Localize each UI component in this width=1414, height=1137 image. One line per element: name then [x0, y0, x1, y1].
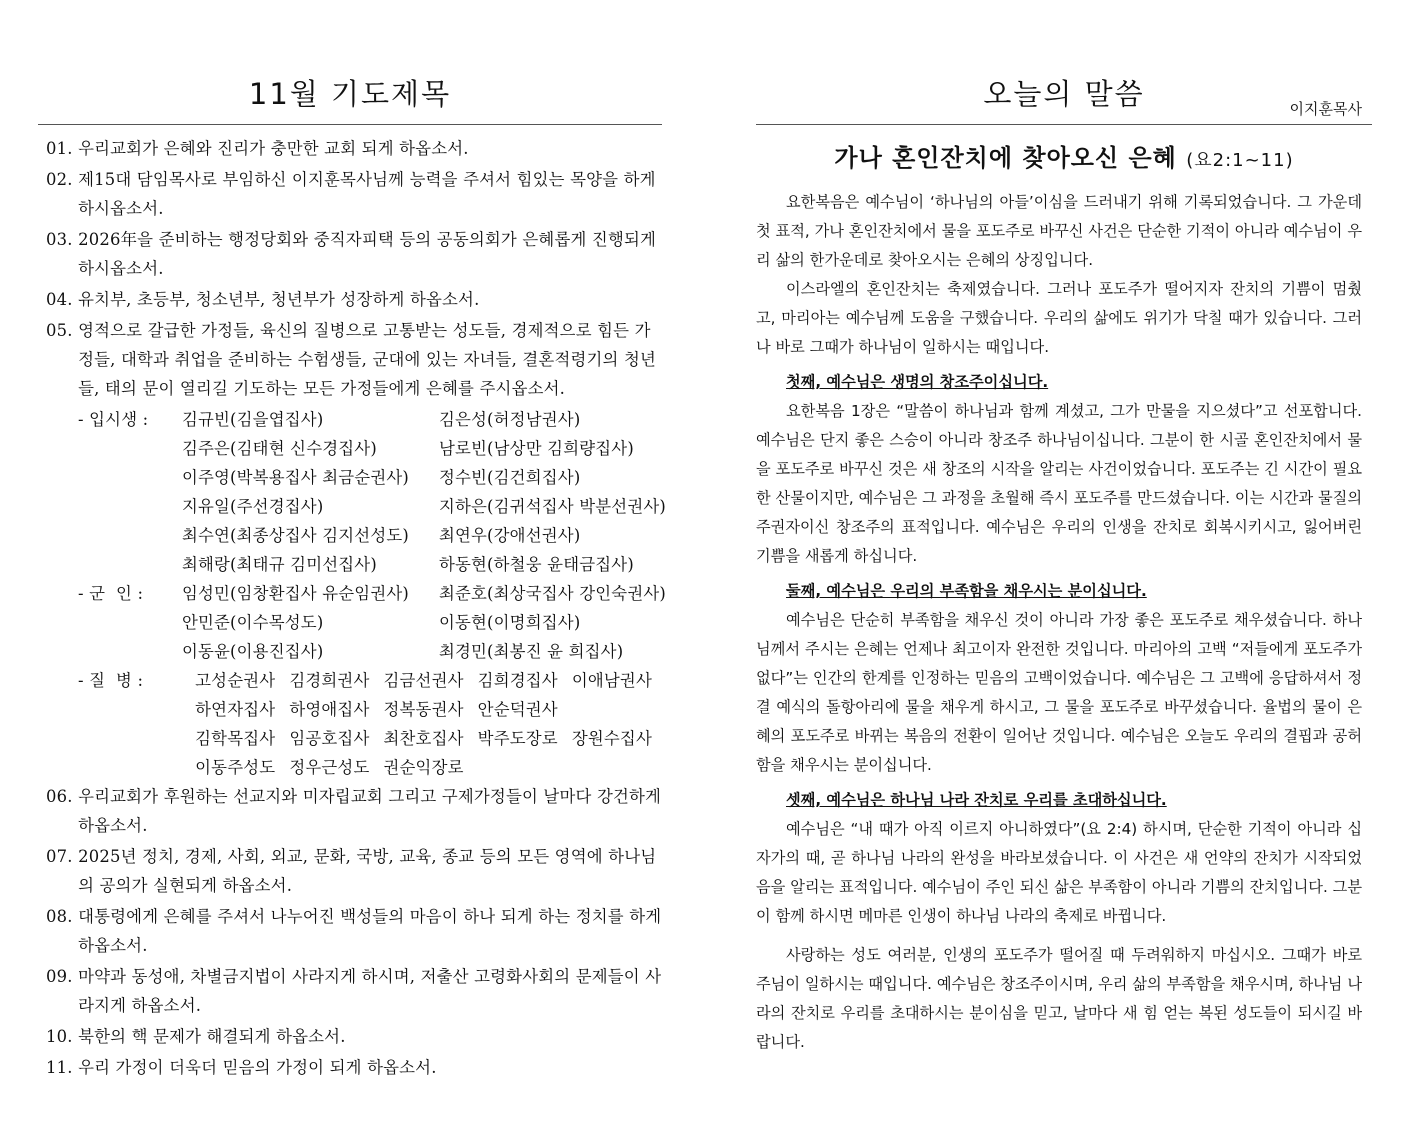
name-entry: 하동현(하철웅 윤태금집사) — [438, 555, 634, 574]
name-entry: 지하은(김귀석집사 박분선권사) — [438, 497, 666, 516]
name-entry: 김규빈(김을엽집사) — [181, 410, 324, 429]
name-entry: 김금선권사 — [383, 671, 464, 690]
prayer-text: 우리 가정이 더욱더 믿음의 가정이 되게 하옵소서. — [78, 1058, 437, 1077]
sermon-point-heading: 둘째, 예수님은 우리의 부족함을 채우시는 분이십니다. — [786, 582, 1147, 600]
prayer-text: 2026年을 준비하는 행정당회와 중직자피택 등의 공동의회가 은혜롭게 진행되게 하시옵소서. — [78, 230, 657, 278]
name-entry: 최경민(최봉진 윤 희집사) — [438, 642, 624, 661]
sermon-body — [756, 188, 1362, 1057]
prayer-text: 제15대 담임목사로 부임하신 이지훈목사님께 능력을 주셔서 힘있는 목양을 하게 하시옵소서. — [78, 170, 656, 218]
name-entry: 장원수집사 — [571, 729, 652, 748]
prayer-item — [46, 962, 666, 1020]
name-entry: 최찬호집사 — [383, 729, 464, 748]
name-entry: 안민준(이수목성도) — [181, 613, 324, 632]
prayer-number: 06. — [46, 787, 79, 806]
prayer-title: 11월 기도제목 — [248, 77, 452, 111]
prayer-text: 북한의 핵 문제가 해결되게 하옵소서. — [78, 1027, 346, 1046]
sermon-title-text: 가나 혼인잔치에 찾아오신 은혜 — [834, 144, 1177, 172]
name-entry: 최준호(최상국집사 강인숙권사) — [438, 584, 666, 603]
sermon-paragraph: 예수님은 “내 때가 아직 이르지 아니하였다”(요 2:4) 하시며, 단순한 기적이 아니라 십자가의 때, 곧 하나님 나라의 완성을 바라보셨습니다. 이 사건은 새 언약의 잔치가 시작되었음을 알리는 표적입니다. 예수님이 주인 되신 삶은 부족함이 아니라 기쁨의 잔치입니다. 그분이 함께 하시면 메마른 인생이 하나님 나라의 축제로 바뀝니다. — [756, 820, 1362, 925]
sick-group — [78, 666, 666, 782]
sermon-conclusion: 사랑하는 성도 여러분, 인생의 포도주가 떨어질 때 두려워하지 마십시오. 그때가 바로 주님이 일하시는 때입니다. 예수님은 창조주이시며, 우리 삶의 부족함을 채우시며, 하나님 나라의 잔치로 우리를 초대하시는 분이심을 믿고, 날마다 새 힘 얻는 복된 성도들이 되시길 바랍니다. — [756, 946, 1362, 1051]
sick-label: - 질 병 : — [78, 671, 149, 690]
title-divider — [38, 124, 662, 125]
prayer-item — [46, 782, 666, 840]
army-label: - 군 인 : — [78, 584, 149, 603]
name-entry: 최해랑(최태규 김미선집사) — [181, 555, 377, 574]
name-entry: 안순덕권사 — [477, 700, 558, 719]
prayer-text: 영적으로 갈급한 가정들, 육신의 질병으로 고통받는 성도들, 경제적으로 힘든 가정들, 대학과 취업을 준비하는 수험생들, 군대에 있는 자녀들, 결혼적령기의 청년들, 태의 문이 열리길 기도하는 모든 가정들에게 은혜를 주시옵소서. — [78, 321, 657, 398]
prayer-text: 마약과 동성애, 차별금지법이 사라지게 하시며, 저출산 고령화사회의 문제들이 사라지게 하옵소서. — [78, 967, 662, 1015]
prayer-text: 유치부, 초등부, 청소년부, 청년부가 성장하게 하옵소서. — [78, 290, 480, 309]
name-entry: 하영애집사 — [289, 700, 370, 719]
prayer-text: 우리교회가 은혜와 진리가 충만한 교회 되게 하옵소서. — [78, 139, 469, 158]
name-entry: 김희경집사 — [477, 671, 558, 690]
prayer-text: 우리교회가 후원하는 선교지와 미자립교회 그리고 구제가정들이 날마다 강건하게 하옵소서. — [78, 787, 662, 835]
name-entry: 정수빈(김건희집사) — [438, 468, 581, 487]
name-entry: 정복동권사 — [383, 700, 464, 719]
sermon-paragraph: 예수님은 단순히 부족함을 채우신 것이 아니라 가장 좋은 포도주로 채우셨습니다. 하나님께서 주시는 은혜는 언제나 최고이자 완전한 것입니다. 마리아의 고백 “저들에게 포도주가 없다”는 인간의 한계를 인정하는 믿음의 고백이었습니다. 예수님은 그 고백에 응답하셔서 정결 예식의 돌항아리에 물을 채우게 하시고, 그 물을 포도주로 바꾸셨습니다. 율법의 물이 은혜의 포도주로 바뀌는 복음의 전환이 일어난 것입니다. 예수님은 오늘도 우리의 결핍과 공허함을 채우시는 분이십니다. — [756, 611, 1363, 774]
sermon-title — [756, 138, 1372, 173]
sermon-paragraph: 요한복음은 예수님이 ‘하나님의 아들’이심을 드러내기 위해 기록되었습니다. 그 가운데 첫 표적, 가나 혼인잔치에서 물을 포도주로 바꾸신 사건은 단순한 기적이 아니라 예수님이 우리 삶의 한가운데로 찾아오시는 은혜의 상징입니다. — [756, 193, 1362, 269]
sermon-point-heading: 첫째, 예수님은 생명의 창조주이십니다. — [786, 373, 1049, 391]
prayer-number: 03. — [46, 230, 79, 249]
prayer-list — [46, 134, 666, 1084]
name-entry: 박주도장로 — [477, 729, 558, 748]
prayer-number: 07. — [46, 847, 79, 866]
name-entry: 임공호집사 — [289, 729, 370, 748]
name-entry: 이동현(이명희집사) — [438, 613, 581, 632]
prayer-number: 01. — [46, 139, 79, 158]
name-entry: 정우근성도 — [289, 758, 370, 777]
prayer-number: 05. — [46, 321, 79, 340]
army-group — [78, 579, 666, 666]
name-entry: 이동윤(이용진집사) — [181, 642, 324, 661]
sermon-paragraph: 이스라엘의 혼인잔치는 축제였습니다. 그러나 포도주가 떨어지자 잔치의 기쁨이 멈췄고, 마리아는 예수님께 도움을 구했습니다. 우리의 삶에도 위기가 닥칠 때가 있습니다. 그러나 바로 그때가 하나님이 일하시는 때입니다. — [756, 280, 1362, 356]
scripture-reference: (요2:1~11) — [1186, 150, 1294, 171]
prayer-number: 04. — [46, 290, 79, 309]
prayer-groups — [78, 405, 666, 782]
name-entry: 이동주성도 — [195, 758, 276, 777]
name-entry: 하연자집사 — [195, 700, 276, 719]
name-entry: 남로빈(남상만 김희량집사) — [438, 439, 634, 458]
sermon-point-heading: 셋째, 예수님은 하나님 나라 잔치로 우리를 초대하십니다. — [786, 791, 1167, 809]
title-divider — [756, 124, 1372, 125]
prayer-item — [46, 285, 666, 314]
prayer-text: 대통령에게 은혜를 주셔서 나누어진 백성들의 마음이 하나 되게 하는 정치를 하게 하옵소서. — [78, 907, 662, 955]
name-entry: 이주영(박복용집사 최금순권사) — [181, 468, 409, 487]
name-entry: 권순익장로 — [383, 758, 464, 777]
prayer-item — [46, 134, 666, 163]
prayer-number: 09. — [46, 967, 79, 986]
sermon-column-title: 오늘의 말씀 — [983, 77, 1145, 111]
author-name: 이지훈목사 — [1289, 100, 1362, 118]
name-entry: 김경희권사 — [289, 671, 370, 690]
prayer-text: 2025년 정치, 경제, 사회, 외교, 문화, 국방, 교육, 종교 등의 모든 영역에 하나님의 공의가 실현되게 하옵소서. — [78, 847, 657, 895]
exam-group — [78, 405, 666, 579]
prayer-number: 08. — [46, 907, 79, 926]
prayer-item — [46, 1022, 666, 1051]
name-entry: 김주은(김태현 신수경집사) — [181, 439, 377, 458]
name-entry: 고성순권사 — [195, 671, 276, 690]
name-entry: 이애남권사 — [571, 671, 652, 690]
prayer-item — [46, 316, 666, 403]
sermon-paragraph: 요한복음 1장은 “말씀이 하나님과 함께 계셨고, 그가 만물을 지으셨다”고 선포합니다. 예수님은 단지 좋은 스승이 아니라 창조주 하나님이십니다. 그분이 한 시골 혼인잔치에서 물을 포도주로 바꾸신 것은 새 창조의 시작을 알리는 사건이었습니다. 포도주는 긴 시간이 필요한 산물이지만, 예수님은 그 과정을 초월해 즉시 포도주를 만드셨습니다. 이는 시간과 물질의 주권자이신 창조주의 표적입니다. 예수님은 우리의 인생을 잔치로 회복시키시고, 잃어버린 기쁨을 새롭게 하십니다. — [756, 402, 1362, 565]
name-entry: 김학목집사 — [195, 729, 276, 748]
prayer-number: 10. — [46, 1027, 79, 1046]
prayer-item — [46, 902, 666, 960]
exam-label: - 입시생 : — [78, 410, 154, 429]
name-entry: 지유일(주선경집사) — [181, 497, 324, 516]
name-entry: 최수연(최종상집사 김지선성도) — [181, 526, 409, 545]
prayer-item — [46, 1053, 666, 1082]
prayer-item — [46, 165, 666, 223]
prayer-item — [46, 225, 666, 283]
name-entry: 김은성(허정남권사) — [438, 410, 581, 429]
prayer-number: 02. — [46, 170, 79, 189]
prayer-number: 11. — [46, 1058, 79, 1077]
name-entry: 임성민(임창환집사 유순임권사) — [181, 584, 409, 603]
prayer-item — [46, 842, 666, 900]
name-entry: 최연우(강애선권사) — [438, 526, 581, 545]
